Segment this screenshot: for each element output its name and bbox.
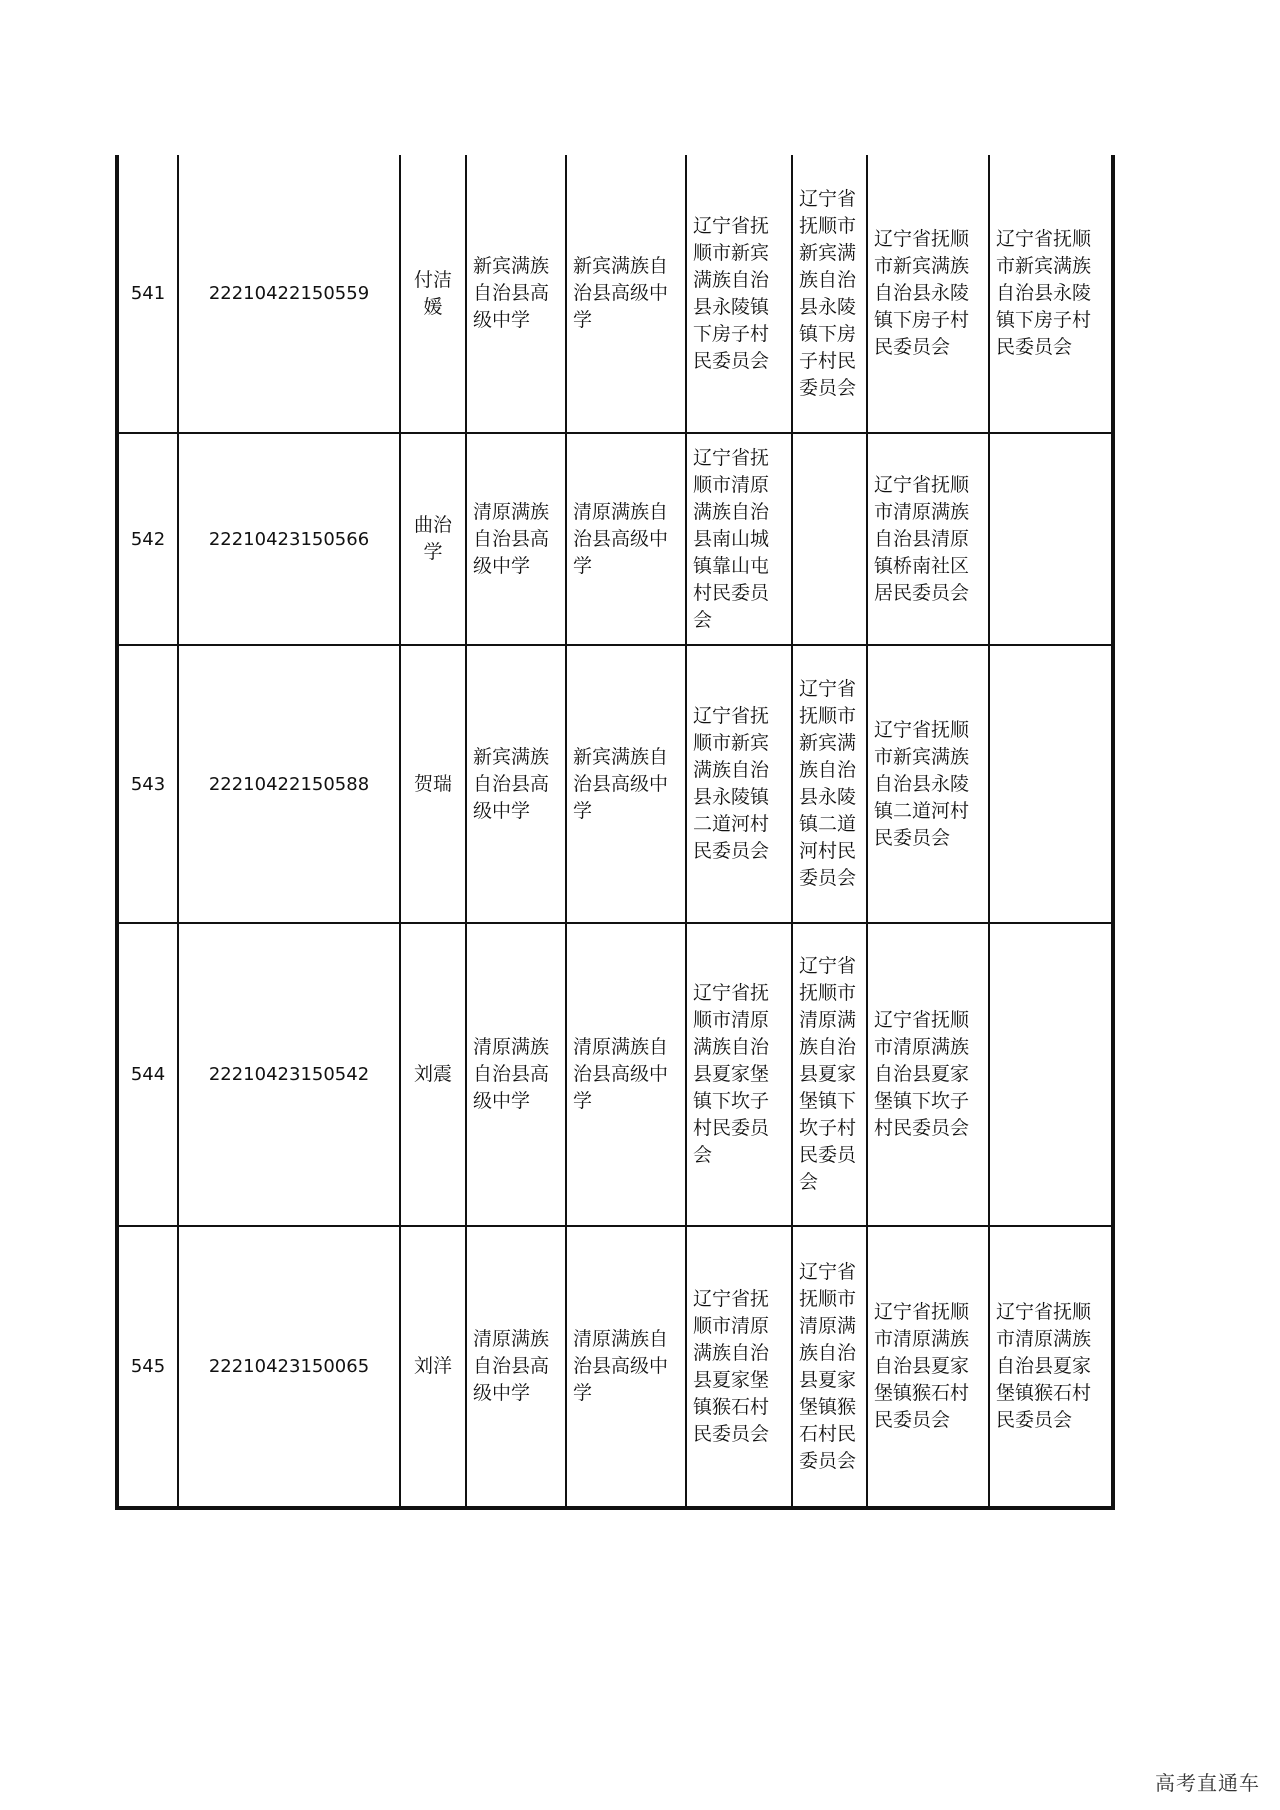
student-list-table-wrapper [115,155,1115,1510]
guardian-address: 辽宁省抚顺市新宾满族自治县永陵镇下房子村民委员会 [989,155,1113,433]
household-address: 辽宁省抚顺市清原满族自治县南山城镇靠山屯村民委员会 [686,433,792,645]
row-index: 543 [117,645,178,923]
school: 清原满族自治县高级中学 [466,1226,566,1508]
school: 清原满族自治县高级中学 [466,923,566,1226]
household-address: 辽宁省抚顺市新宾满族自治县永陵镇下房子村民委员会 [686,155,792,433]
household-address: 辽宁省抚顺市清原满族自治县夏家堡镇下坎子村民委员会 [686,923,792,1226]
guardian-address [989,923,1113,1226]
student-name: 刘洋 [400,1226,466,1508]
table-row [117,923,1113,1226]
graduated-school: 清原满族自治县高级中学 [566,433,686,645]
exam-id: 22210423150542 [178,923,400,1226]
graduated-school: 新宾满族自治县高级中学 [566,645,686,923]
graduated-school: 新宾满族自治县高级中学 [566,155,686,433]
mother-address: 辽宁省抚顺市新宾满族自治县永陵镇二道河村民委员会 [867,645,989,923]
guardian-address [989,645,1113,923]
exam-id: 22210422150588 [178,645,400,923]
student-list-table [115,155,1115,1510]
father-address: 辽宁省抚顺市新宾满族自治县永陵镇二道河村民委员会 [792,645,867,923]
household-address: 辽宁省抚顺市新宾满族自治县永陵镇二道河村民委员会 [686,645,792,923]
mother-address: 辽宁省抚顺市新宾满族自治县永陵镇下房子村民委员会 [867,155,989,433]
student-name: 付洁媛 [400,155,466,433]
row-index: 545 [117,1226,178,1508]
graduated-school: 清原满族自治县高级中学 [566,1226,686,1508]
guardian-address: 辽宁省抚顺市清原满族自治县夏家堡镇猴石村民委员会 [989,1226,1113,1508]
watermark: 高考直通车 [1155,1771,1260,1795]
table-row [117,155,1113,433]
student-name: 刘震 [400,923,466,1226]
row-index: 542 [117,433,178,645]
exam-id: 22210422150559 [178,155,400,433]
school: 清原满族自治县高级中学 [466,433,566,645]
mother-address: 辽宁省抚顺市清原满族自治县夏家堡镇猴石村民委员会 [867,1226,989,1508]
graduated-school: 清原满族自治县高级中学 [566,923,686,1226]
mother-address: 辽宁省抚顺市清原满族自治县夏家堡镇下坎子村民委员会 [867,923,989,1226]
table-row [117,433,1113,645]
exam-id: 22210423150065 [178,1226,400,1508]
father-address: 辽宁省抚顺市清原满族自治县夏家堡镇下坎子村民委员会 [792,923,867,1226]
father-address [792,433,867,645]
father-address: 辽宁省抚顺市清原满族自治县夏家堡镇猴石村民委员会 [792,1226,867,1508]
row-index: 544 [117,923,178,1226]
student-name: 贺瑞 [400,645,466,923]
table-row [117,645,1113,923]
household-address: 辽宁省抚顺市清原满族自治县夏家堡镇猴石村民委员会 [686,1226,792,1508]
school: 新宾满族自治县高级中学 [466,155,566,433]
guardian-address [989,433,1113,645]
table-row [117,1226,1113,1508]
exam-id: 22210423150566 [178,433,400,645]
row-index: 541 [117,155,178,433]
school: 新宾满族自治县高级中学 [466,645,566,923]
mother-address: 辽宁省抚顺市清原满族自治县清原镇桥南社区居民委员会 [867,433,989,645]
father-address: 辽宁省抚顺市新宾满族自治县永陵镇下房子村民委员会 [792,155,867,433]
student-name: 曲治学 [400,433,466,645]
